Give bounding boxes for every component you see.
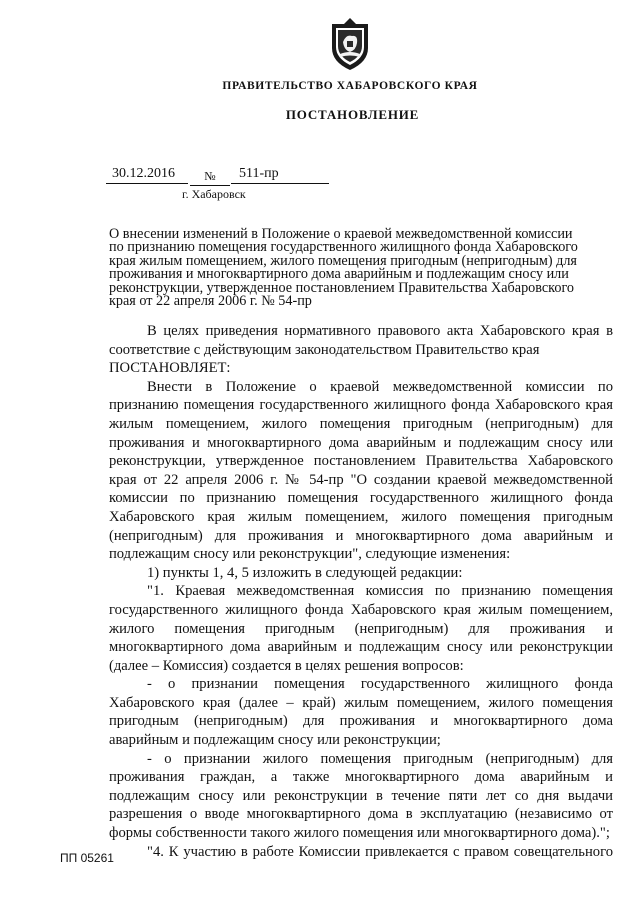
body-paragraph: "1. Краевая межведомственная комиссия по признанию помещения государственного жилищного фонда Хабаровского края жилым помещением, жилого помещения пригодным (непригодным) для проживания и многоквартирного дома аварийным и подлежащим сносу или реконструкции (далее – Комиссия) создается в целях решения вопросов:: [109, 583, 613, 674]
subject-line: проживания и многоквартирного дома аварийным и подлежащим сносу или: [109, 266, 569, 283]
document-body: [109, 322, 613, 861]
body-paragraph: "4. К участию в работе Комиссии привлекается с правом совещательного: [147, 843, 613, 860]
subject-line: края жилым помещением, жилого помещения пригодным (непригодным) для: [109, 252, 577, 269]
number-sign: №: [190, 167, 230, 186]
subject-line: реконструкции, утвержденное постановлением Правительства Хабаровского: [109, 279, 574, 296]
document-number: 511-пр: [231, 165, 329, 184]
document-city: г. Хабаровск: [182, 187, 246, 201]
coat-of-arms-emblem: [326, 14, 374, 72]
document-code: ПП 05261: [60, 851, 114, 865]
subject-line: О внесении изменений в Положение о краевой межведомственной комиссии: [109, 226, 573, 242]
body-paragraph: В целях приведения нормативного правового акта Хабаровского края в соответствие с действующим законодательством Правительство края: [109, 323, 613, 358]
list-item: - о признании помещения государственного жилищного фонда Хабаровского края (далее – край) жилым помещением, жилого помещения пригодным (непригодным) для проживания и многоквартирного дома аварийным и подлежащим сносу или реконструкции;: [109, 676, 613, 749]
document-type-title: ПОСТАНОВЛЕНИЕ: [285, 107, 420, 122]
document-subject: [109, 228, 613, 308]
government-title: ПРАВИТЕЛЬСТВО ХАБАРОВСКОГО КРАЯ: [222, 80, 478, 92]
body-paragraph: 1) пункты 1, 4, 5 изложить в следующей редакции:: [147, 564, 463, 581]
body-paragraph: Внести в Положение о краевой межведомственной комиссии по признанию помещения государственного жилищного фонда Хабаровского края жилым помещением, жилого помещения пригодным (непригодным) для проживания и многоквартирного дома аварийным и подлежащим сносу или реконструкции, утвержденное постановлением Правительства Хабаровского края от 22 апреля 2006 г. № 54-пр "О создании краевой межведомственной комиссии по признанию помещения государственного жилищного фонда Хабаровского края жилым помещением, жилого помещения пригодным (непригодным) для проживания и многоквартирного дома аварийным и подлежащим сносу или реконструкции", следующие изменения:: [109, 378, 613, 563]
subject-line: края от 22 апреля 2006 г. № 54-пр: [109, 293, 312, 310]
subject-line: по признанию помещения государственного жилищного фонда Хабаровского: [109, 239, 578, 256]
decree-keyword: ПОСТАНОВЛЯЕТ:: [109, 360, 231, 377]
list-item: - о признании жилого помещения пригодным (непригодным) для проживания граждан, а также многоквартирного дома аварийным и подлежащим сносу или реконструкции в течение пяти лет со дня выдачи разрешения о вводе многоквартирного дома в эксплуатацию (независимо от формы собственности такого жилого помещения или многоквартирного дома).";: [109, 750, 613, 842]
document-date: 30.12.2016: [106, 165, 188, 184]
